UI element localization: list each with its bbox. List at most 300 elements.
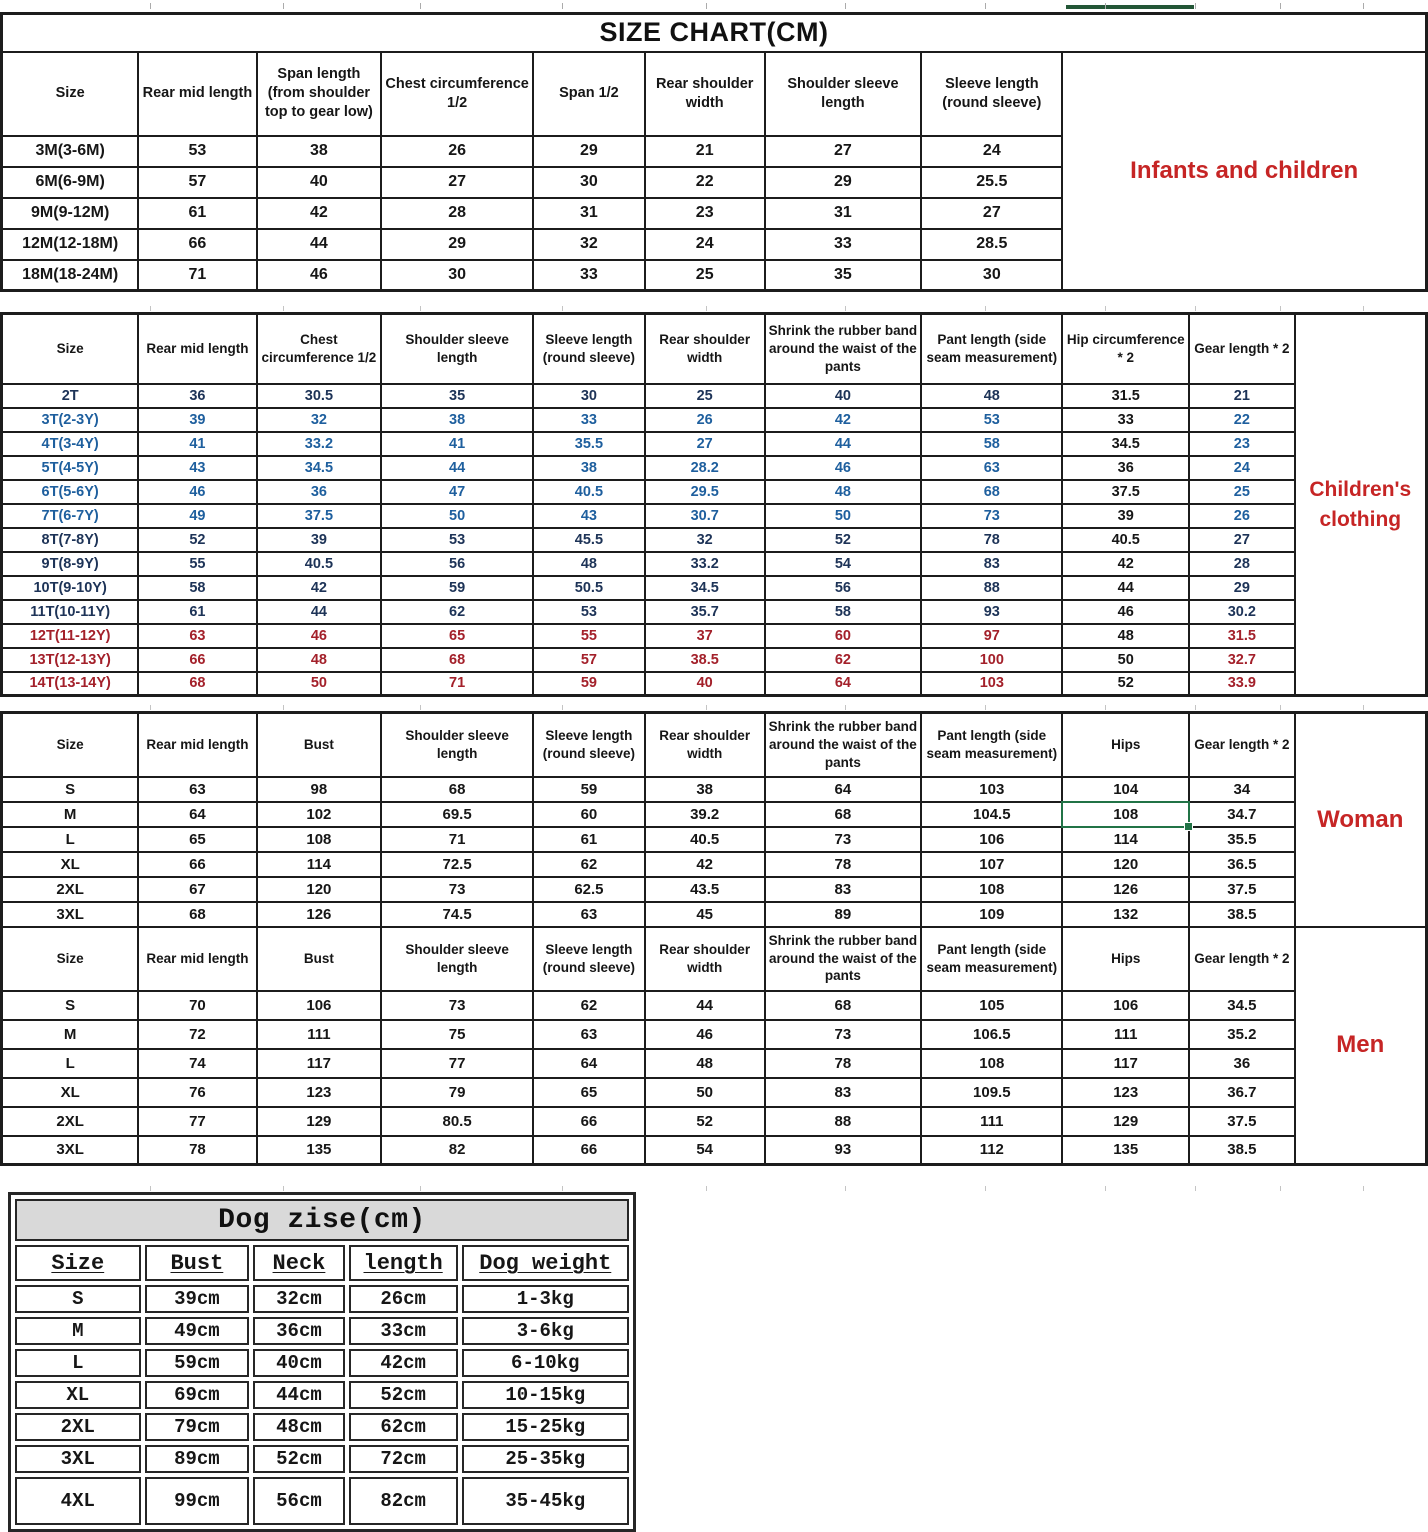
- cell: 3XL: [2, 902, 139, 927]
- cell: 46: [645, 1020, 765, 1049]
- cell: 43: [533, 504, 645, 528]
- gridline-tick: [1363, 3, 1364, 9]
- cell: 34.5: [257, 456, 382, 480]
- cell: 63: [138, 777, 256, 802]
- cell: 6M(6-9M): [2, 167, 139, 198]
- cell: 40: [765, 384, 922, 408]
- cell: 25: [1189, 480, 1294, 504]
- cell: 59: [533, 672, 645, 696]
- header-row: [2, 314, 1427, 384]
- gridline-tick: [985, 705, 986, 710]
- column-header: Hip circumference * 2: [1062, 314, 1189, 384]
- cell: 67: [138, 877, 256, 902]
- cell: 73: [921, 504, 1062, 528]
- gridline-tick: [562, 3, 563, 9]
- cell: 33.2: [645, 552, 765, 576]
- column-header: Size: [2, 52, 139, 136]
- table-row: [2, 1020, 1427, 1049]
- gridline-tick: [283, 3, 284, 9]
- cell: 2XL: [2, 877, 139, 902]
- table-row: [2, 777, 1427, 802]
- cell: L: [2, 1049, 139, 1078]
- cell: 12M(12-18M): [2, 229, 139, 260]
- cell: 10T(9-10Y): [2, 576, 139, 600]
- cell: 135: [1062, 1136, 1189, 1165]
- cell: 78: [765, 852, 922, 877]
- gridline-tick: [1105, 1186, 1106, 1191]
- cell: 39: [1062, 504, 1189, 528]
- cell: 58: [138, 576, 256, 600]
- table-row: [2, 432, 1427, 456]
- cell: 98: [257, 777, 382, 802]
- section-label: Children's clothing: [1295, 314, 1427, 696]
- cell: 21: [1189, 384, 1294, 408]
- table-row: [2, 504, 1427, 528]
- cell: 41: [138, 432, 256, 456]
- gridline-tick: [420, 1186, 421, 1191]
- cell: 44: [257, 600, 382, 624]
- cell: 62: [381, 600, 533, 624]
- cell: 25: [645, 260, 765, 291]
- cell: 52cm: [349, 1381, 458, 1409]
- cell: 48: [257, 648, 382, 672]
- cell: 40.5: [645, 827, 765, 852]
- cell: 61: [138, 600, 256, 624]
- table-row: [2, 456, 1427, 480]
- cell: 102: [257, 802, 382, 827]
- cell: 129: [1062, 1107, 1189, 1136]
- table-row: [2, 408, 1427, 432]
- cell: 64: [533, 1049, 645, 1078]
- cell: 68: [921, 480, 1062, 504]
- cell: 71: [381, 672, 533, 696]
- cell: 9M(9-12M): [2, 198, 139, 229]
- cell: 36: [257, 480, 382, 504]
- cell: 26: [381, 136, 533, 167]
- cell: 71: [381, 827, 533, 852]
- cell: 48: [1062, 624, 1189, 648]
- column-header: Shrink the rubber band around the waist of the pants: [765, 314, 922, 384]
- cell: 29: [533, 136, 645, 167]
- cell: 36: [1189, 1049, 1294, 1078]
- cell: 66: [138, 229, 256, 260]
- cell: 111: [257, 1020, 382, 1049]
- cell: 38: [645, 777, 765, 802]
- cell: 52: [138, 528, 256, 552]
- cell: XL: [2, 1078, 139, 1107]
- column-header: Dog weight: [462, 1245, 629, 1281]
- cell: S: [2, 991, 139, 1020]
- cell: 109.5: [921, 1078, 1062, 1107]
- cell: 63: [921, 456, 1062, 480]
- column-header: Span 1/2: [533, 52, 645, 136]
- cell: 74.5: [381, 902, 533, 927]
- cell: 24: [1189, 456, 1294, 480]
- cell: 111: [1062, 1020, 1189, 1049]
- cell: 44: [257, 229, 382, 260]
- cell: 29: [1189, 576, 1294, 600]
- dog-size-table: [8, 1192, 636, 1532]
- gridline-tick: [1105, 705, 1106, 710]
- cell: 120: [257, 877, 382, 902]
- cell: 48cm: [253, 1413, 344, 1441]
- gridline-tick: [1195, 705, 1196, 710]
- table-row: [2, 600, 1427, 624]
- children-size-table: [0, 312, 1428, 697]
- cell: 72cm: [349, 1445, 458, 1473]
- cell: 33cm: [349, 1317, 458, 1345]
- cell: M: [15, 1317, 141, 1345]
- cell: 2T: [2, 384, 139, 408]
- cell: 135: [257, 1136, 382, 1165]
- cell: 64: [765, 777, 922, 802]
- cell: 108: [921, 1049, 1062, 1078]
- table-row: [15, 1413, 629, 1441]
- column-header: Rear mid length: [138, 927, 256, 991]
- cell: 4T(3-4Y): [2, 432, 139, 456]
- cell: 10-15kg: [462, 1381, 629, 1409]
- cell: 31: [765, 198, 922, 229]
- cell: 50: [645, 1078, 765, 1107]
- cell: 111: [921, 1107, 1062, 1136]
- cell: 37.5: [1189, 877, 1294, 902]
- cell: 83: [921, 552, 1062, 576]
- column-header: Shrink the rubber band around the waist of the pants: [765, 927, 922, 991]
- cell: 35.2: [1189, 1020, 1294, 1049]
- cell: 89: [765, 902, 922, 927]
- header-row: [2, 713, 1427, 777]
- cell: 29.5: [645, 480, 765, 504]
- cell: 108: [921, 877, 1062, 902]
- cell: 24: [645, 229, 765, 260]
- cell: 44: [765, 432, 922, 456]
- gridline-tick: [985, 306, 986, 311]
- column-header: Sleeve length (round sleeve): [533, 314, 645, 384]
- column-header: Shoulder sleeve length: [381, 713, 533, 777]
- cell: 14T(13-14Y): [2, 672, 139, 696]
- cell: 35.7: [645, 600, 765, 624]
- cell: 68: [765, 991, 922, 1020]
- cell: 38: [381, 408, 533, 432]
- selection-column-indicator: [1066, 5, 1194, 9]
- cell: 83: [765, 1078, 922, 1107]
- cell: 37: [645, 624, 765, 648]
- column-header: Shoulder sleeve length: [765, 52, 922, 136]
- cell: 99cm: [145, 1477, 250, 1525]
- cell: 40: [645, 672, 765, 696]
- gridline-tick: [1280, 306, 1281, 311]
- cell: 106.5: [921, 1020, 1062, 1049]
- cell: 60: [765, 624, 922, 648]
- cell: 76: [138, 1078, 256, 1107]
- cell: 37.5: [1189, 1107, 1294, 1136]
- cell: 66: [533, 1107, 645, 1136]
- column-header: Rear shoulder width: [645, 713, 765, 777]
- cell: 88: [921, 576, 1062, 600]
- cell: 56cm: [253, 1477, 344, 1525]
- cell: 33: [533, 408, 645, 432]
- cell: 33: [533, 260, 645, 291]
- cell: 33: [765, 229, 922, 260]
- cell: 65: [381, 624, 533, 648]
- cell: 50: [765, 504, 922, 528]
- cell: 27: [381, 167, 533, 198]
- table-row: [15, 1381, 629, 1409]
- gridline-tick: [1195, 306, 1196, 311]
- cell: 43.5: [645, 877, 765, 902]
- cell: 61: [138, 198, 256, 229]
- cell: 75: [381, 1020, 533, 1049]
- cell: 28: [381, 198, 533, 229]
- cell: 27: [765, 136, 922, 167]
- cell: 59cm: [145, 1349, 250, 1377]
- cell: 38.5: [1189, 1136, 1294, 1165]
- cell: 73: [381, 991, 533, 1020]
- cell: 72.5: [381, 852, 533, 877]
- cell: 72: [138, 1020, 256, 1049]
- gridline-strip: [0, 0, 1428, 12]
- cell: 73: [765, 1020, 922, 1049]
- cell: 46: [257, 624, 382, 648]
- column-header: Gear length * 2: [1189, 314, 1294, 384]
- cell: 30.2: [1189, 600, 1294, 624]
- column-header: Pant length (side seam measurement): [921, 713, 1062, 777]
- table-title-row: [2, 14, 1427, 52]
- cell: 42cm: [349, 1349, 458, 1377]
- cell: 63: [533, 1020, 645, 1049]
- cell: 25.5: [921, 167, 1062, 198]
- cell: 78: [765, 1049, 922, 1078]
- gridline-tick: [562, 1186, 563, 1191]
- column-header: Rear shoulder width: [645, 927, 765, 991]
- gridline-tick: [1280, 3, 1281, 9]
- cell: 77: [138, 1107, 256, 1136]
- cell: 114: [257, 852, 382, 877]
- cell: 38.5: [645, 648, 765, 672]
- gridline-tick: [706, 3, 707, 9]
- cell: 6T(5-6Y): [2, 480, 139, 504]
- cell: 49: [138, 504, 256, 528]
- cell: 79cm: [145, 1413, 250, 1441]
- cell: 34.5: [1189, 991, 1294, 1020]
- column-header: Shrink the rubber band around the waist of the pants: [765, 713, 922, 777]
- column-header: Size: [2, 713, 139, 777]
- cell: 46: [1062, 600, 1189, 624]
- cell: 29: [765, 167, 922, 198]
- cell: 77: [381, 1049, 533, 1078]
- cell: 68: [138, 672, 256, 696]
- cell: 13T(12-13Y): [2, 648, 139, 672]
- cell: 36cm: [253, 1317, 344, 1345]
- table-row: [2, 528, 1427, 552]
- column-header: Sleeve length (round sleeve): [533, 927, 645, 991]
- cell: 93: [921, 600, 1062, 624]
- cell: 34.7: [1189, 802, 1294, 827]
- cell: 45: [645, 902, 765, 927]
- cell: 9T(8-9Y): [2, 552, 139, 576]
- cell: 33.2: [257, 432, 382, 456]
- cell: 3XL: [2, 1136, 139, 1165]
- cell: 44: [645, 991, 765, 1020]
- cell: L: [2, 827, 139, 852]
- column-header: Pant length (side seam measurement): [921, 314, 1062, 384]
- gridline-tick: [562, 306, 563, 311]
- table-row: [15, 1285, 629, 1313]
- cell: 30: [533, 167, 645, 198]
- cell: 68: [381, 648, 533, 672]
- table-row: [15, 1477, 629, 1525]
- cell: 38: [533, 456, 645, 480]
- column-header: Pant length (side seam measurement): [921, 927, 1062, 991]
- table-row: [2, 384, 1427, 408]
- gridline-gap: [0, 697, 1428, 711]
- cell: 88: [765, 1107, 922, 1136]
- cell: 25: [645, 384, 765, 408]
- cell: 36.7: [1189, 1078, 1294, 1107]
- cell: 30.5: [257, 384, 382, 408]
- cell: 66: [533, 1136, 645, 1165]
- table-title-row: [15, 1199, 629, 1241]
- cell: 35: [765, 260, 922, 291]
- cell: 69.5: [381, 802, 533, 827]
- cell: 56: [765, 576, 922, 600]
- cell: 48: [765, 480, 922, 504]
- cell: 71: [138, 260, 256, 291]
- column-header: Bust: [257, 713, 382, 777]
- cell: 52cm: [253, 1445, 344, 1473]
- cell: 35-45kg: [462, 1477, 629, 1525]
- cell: 34.5: [645, 576, 765, 600]
- column-header: Bust: [145, 1245, 250, 1281]
- cell: 32: [645, 528, 765, 552]
- cell: 22: [1189, 408, 1294, 432]
- cell: 64: [765, 672, 922, 696]
- cell: 48: [533, 552, 645, 576]
- gridline-tick: [150, 306, 151, 311]
- table-row: [2, 1136, 1427, 1165]
- cell: 100: [921, 648, 1062, 672]
- cell: 7T(6-7Y): [2, 504, 139, 528]
- cell: 54: [645, 1136, 765, 1165]
- cell: 15-25kg: [462, 1413, 629, 1441]
- cell: 105: [921, 991, 1062, 1020]
- gridline-tick: [845, 705, 846, 710]
- cell: 40cm: [253, 1349, 344, 1377]
- table-row: [2, 576, 1427, 600]
- table-row: [2, 1049, 1427, 1078]
- cell: 34.5: [1062, 432, 1189, 456]
- column-header: length: [349, 1245, 458, 1281]
- cell: 58: [765, 600, 922, 624]
- cell: 132: [1062, 902, 1189, 927]
- cell: 104: [1062, 777, 1189, 802]
- gridline-tick: [706, 1186, 707, 1191]
- cell: 3XL: [15, 1445, 141, 1473]
- cell: 50.5: [533, 576, 645, 600]
- header-row: [2, 52, 1427, 136]
- cell: 39cm: [145, 1285, 250, 1313]
- table-title: Dog zise(cm): [15, 1199, 629, 1241]
- cell: XL: [2, 852, 139, 877]
- infants-size-table: [0, 12, 1428, 292]
- section-label: Woman: [1295, 713, 1427, 927]
- column-header: Rear shoulder width: [645, 52, 765, 136]
- cell: 53: [533, 600, 645, 624]
- cell: 40: [257, 167, 382, 198]
- cell: 70: [138, 991, 256, 1020]
- cell: 53: [921, 408, 1062, 432]
- cell: 38: [257, 136, 382, 167]
- cell: 129: [257, 1107, 382, 1136]
- cell: 65: [138, 827, 256, 852]
- cell: S: [2, 777, 139, 802]
- cell: 55: [533, 624, 645, 648]
- cell: 48: [921, 384, 1062, 408]
- cell: 106: [921, 827, 1062, 852]
- cell: 31: [533, 198, 645, 229]
- cell: 68: [765, 802, 922, 827]
- cell: XL: [15, 1381, 141, 1409]
- table-title: SIZE CHART(CM): [2, 14, 1427, 52]
- cell: 28: [1189, 552, 1294, 576]
- cell: 18M(18-24M): [2, 260, 139, 291]
- cell: 46: [257, 260, 382, 291]
- cell: 36.5: [1189, 852, 1294, 877]
- cell: 30: [533, 384, 645, 408]
- selected-cell[interactable]: 108: [1062, 802, 1189, 827]
- cell: 117: [1062, 1049, 1189, 1078]
- cell: 41: [381, 432, 533, 456]
- cell: 57: [533, 648, 645, 672]
- cell: 93: [765, 1136, 922, 1165]
- cell: 56: [381, 552, 533, 576]
- cell: 30: [381, 260, 533, 291]
- cell: 35: [381, 384, 533, 408]
- cell: 123: [1062, 1078, 1189, 1107]
- gridline-tick: [150, 3, 151, 9]
- cell: 82cm: [349, 1477, 458, 1525]
- gridline-tick: [706, 306, 707, 311]
- cell: 62: [765, 648, 922, 672]
- cell: 53: [138, 136, 256, 167]
- table-row: [2, 827, 1427, 852]
- gridline-tick: [562, 705, 563, 710]
- table-row: [2, 802, 1427, 827]
- column-header: Rear mid length: [138, 52, 256, 136]
- table-row: [15, 1445, 629, 1473]
- gridline-tick: [985, 1186, 986, 1191]
- cell: 35.5: [533, 432, 645, 456]
- cell: 46: [765, 456, 922, 480]
- cell: 27: [1189, 528, 1294, 552]
- cell: 69cm: [145, 1381, 250, 1409]
- cell: 39: [138, 408, 256, 432]
- table-row: [2, 902, 1427, 927]
- cell: 68: [138, 902, 256, 927]
- cell: 37.5: [257, 504, 382, 528]
- cell: 42: [1062, 552, 1189, 576]
- cell: 35.5: [1189, 827, 1294, 852]
- table-row: [2, 1107, 1427, 1136]
- cell: 39.2: [645, 802, 765, 827]
- cell: 62cm: [349, 1413, 458, 1441]
- table-row: [2, 648, 1427, 672]
- gridline-tick: [1195, 3, 1196, 9]
- column-header: Sleeve length (round sleeve): [533, 713, 645, 777]
- table-row: [15, 1317, 629, 1345]
- cell: 83: [765, 877, 922, 902]
- cell: 24: [921, 136, 1062, 167]
